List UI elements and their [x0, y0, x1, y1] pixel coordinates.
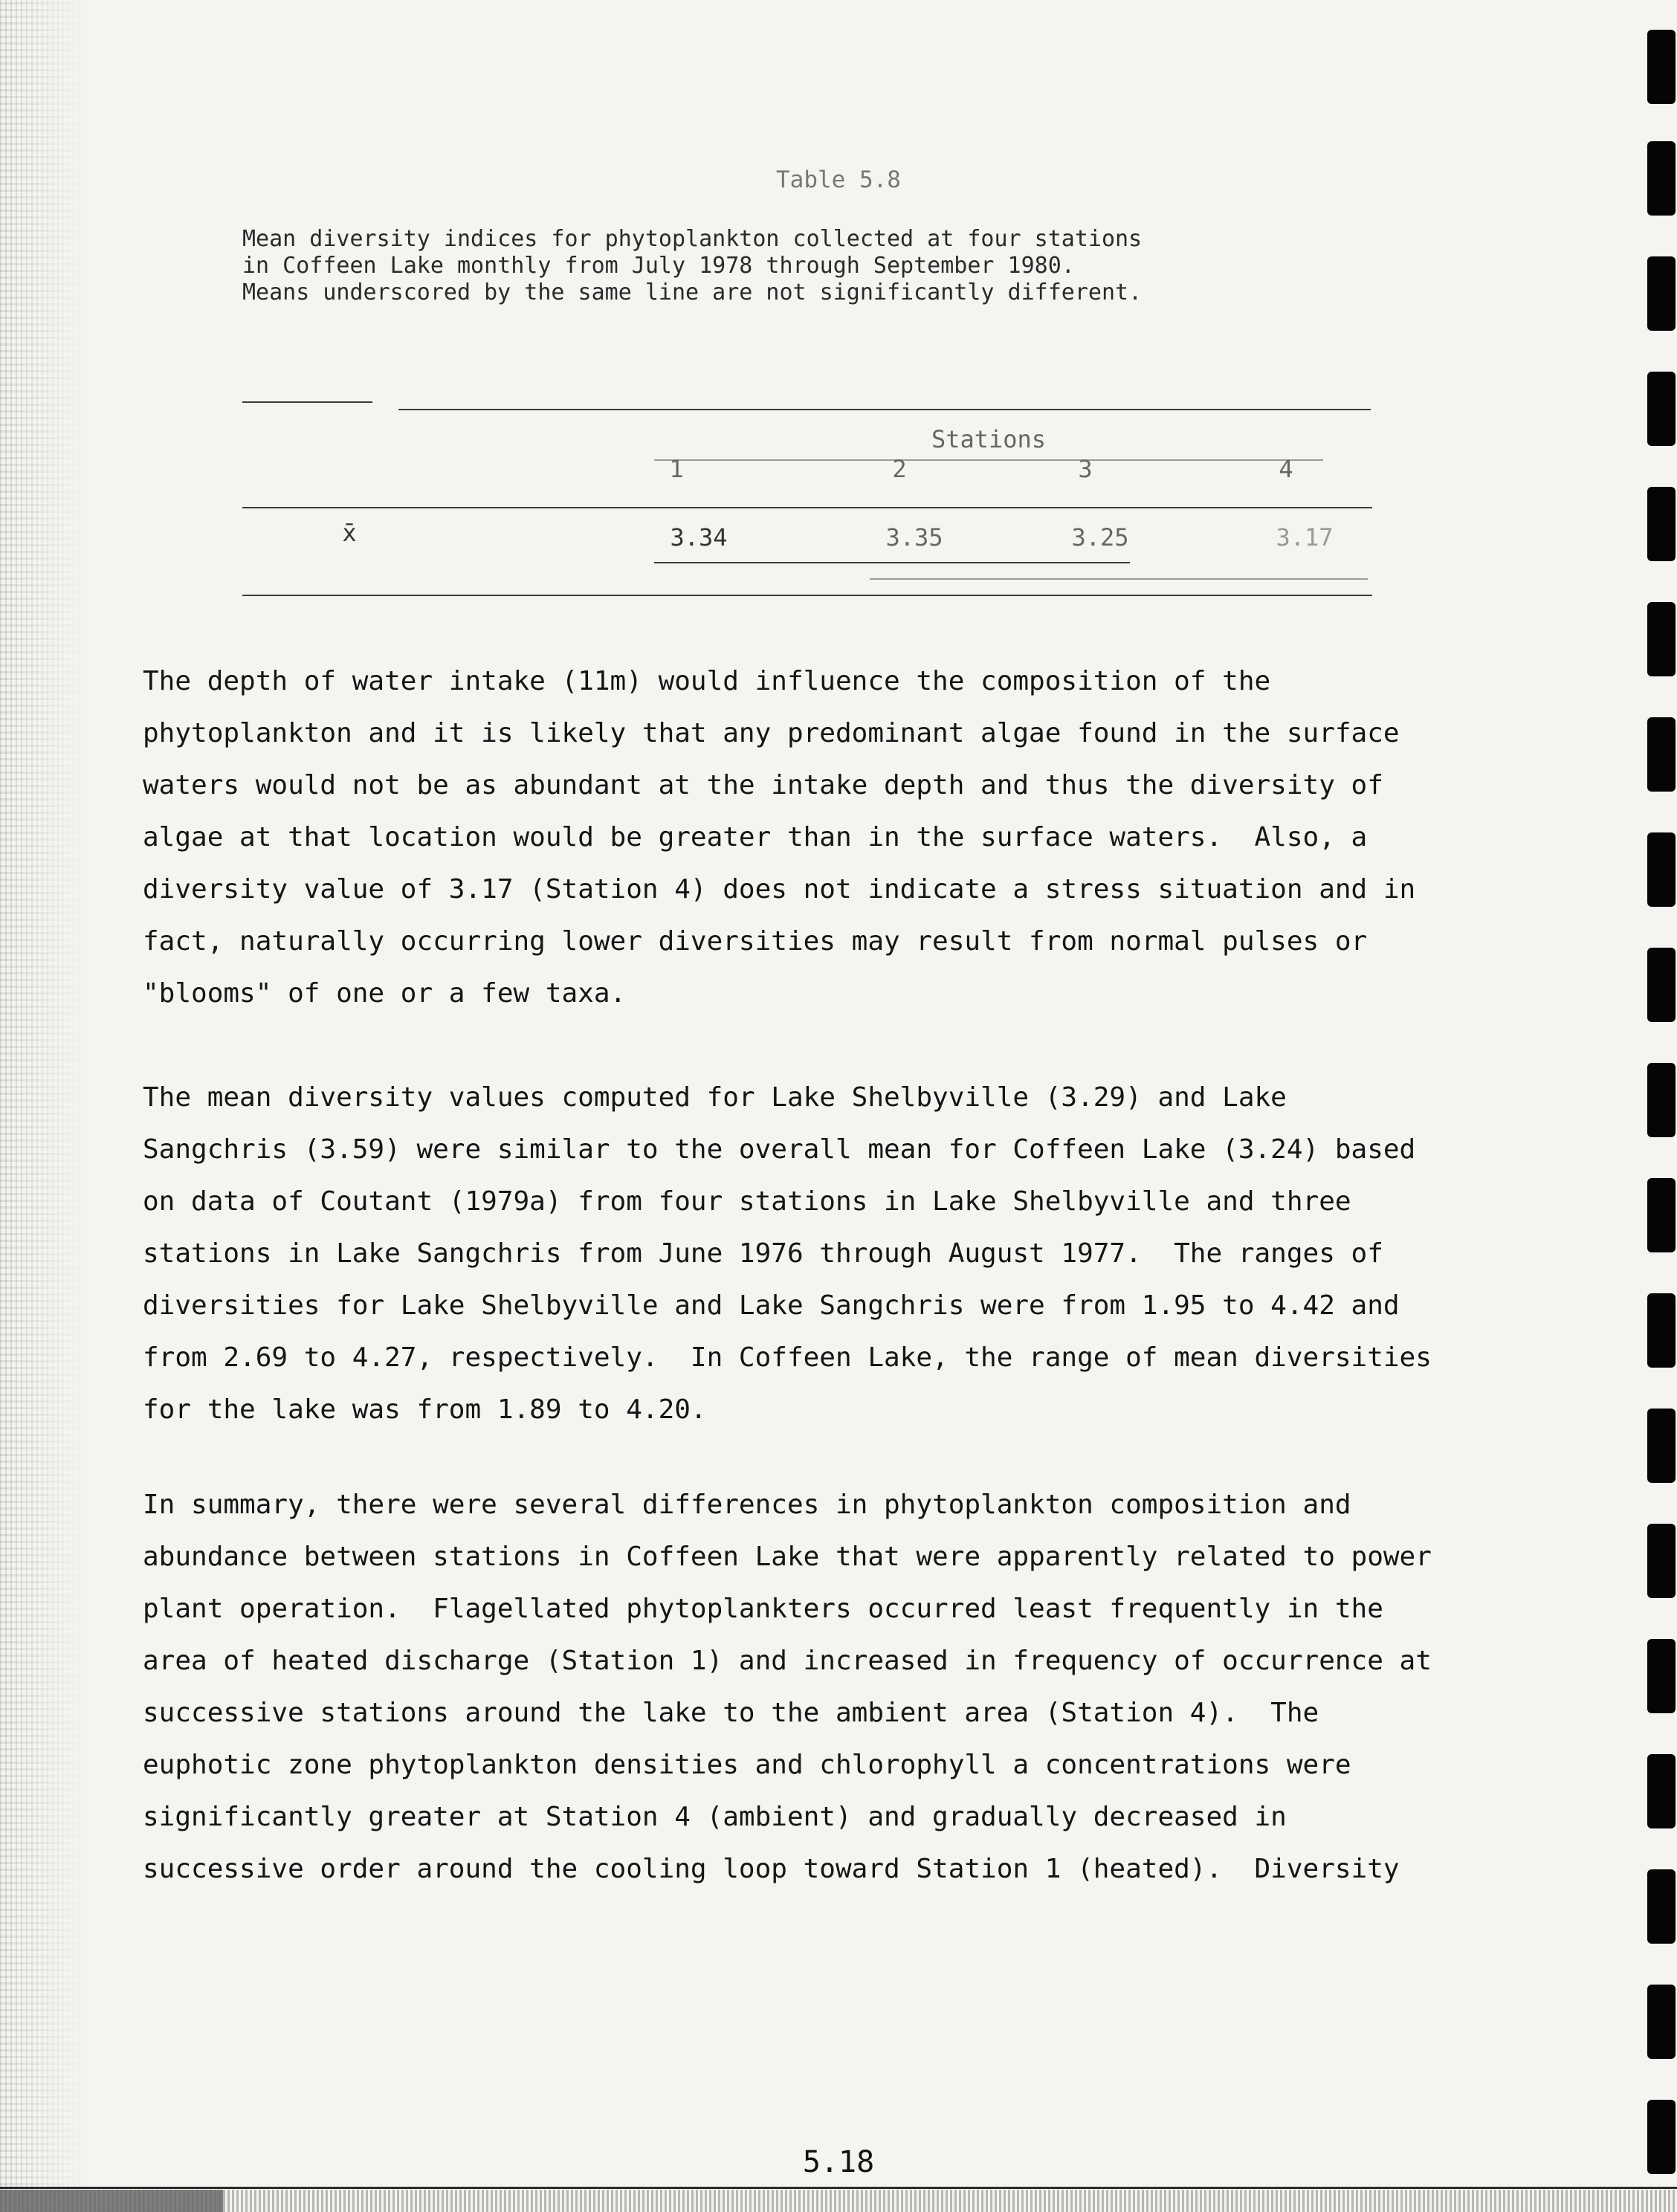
- station-number: 2: [892, 455, 907, 483]
- text-line: plant operation. Flagellated phytoplankters occurred least frequently in the: [143, 1594, 1383, 1624]
- mean-value-station-1: 3.34: [670, 523, 728, 552]
- paragraph-summary: [143, 1479, 1540, 1895]
- text-line: algae at that location would be greater than in the surface waters. Also, a: [143, 822, 1368, 853]
- punch-mark: [1647, 487, 1676, 561]
- text-line: on data of Coutant (1979a) from four stations in Lake Shelbyville and three: [143, 1186, 1351, 1217]
- scan-speckle-left: [0, 0, 89, 2212]
- table-header-rule: [242, 507, 1372, 508]
- stations-header-rule: [654, 459, 1323, 461]
- punch-mark: [1647, 1293, 1676, 1368]
- scan-speckle-bottom: [0, 2190, 1677, 2212]
- text-line: "blooms" of one or a few taxa.: [143, 978, 627, 1009]
- text-line: from 2.69 to 4.27, respectively. In Coffeen Lake, the range of mean diversities: [143, 1342, 1432, 1373]
- station-number: 1: [669, 455, 684, 483]
- punch-mark: [1647, 1869, 1676, 1944]
- punch-mark: [1647, 1178, 1676, 1252]
- table-title: Table 5.8: [776, 166, 901, 193]
- punch-mark: [1647, 717, 1676, 792]
- punch-mark: [1647, 256, 1676, 331]
- scan-band: [0, 2190, 223, 2212]
- table-top-rule: [398, 409, 1371, 410]
- underscore-line: [654, 562, 1130, 563]
- text-line: euphotic zone phytoplankton densities and chlorophyll a concentrations were: [143, 1750, 1351, 1780]
- text-line: significantly greater at Station 4 (ambient) and gradually decreased in: [143, 1802, 1287, 1832]
- caption-line: Means underscored by the same line are not significantly different.: [242, 279, 1143, 305]
- text-line: fact, naturally occurring lower diversities may result from normal pulses or: [143, 926, 1368, 957]
- row-label-mean: x̄: [342, 519, 357, 547]
- underscore-line: [870, 578, 1368, 580]
- text-line: The depth of water intake (11m) would influence the composition of the: [143, 666, 1271, 696]
- punch-mark: [1647, 1063, 1676, 1137]
- table-top-rule: [242, 401, 372, 403]
- station-number: 3: [1078, 455, 1093, 483]
- text-line: In summary, there were several differences in phytoplankton composition and: [143, 1490, 1351, 1520]
- text-line: successive stations around the lake to the ambient area (Station 4). The: [143, 1698, 1319, 1728]
- text-line: area of heated discharge (Station 1) and increased in frequency of occurrence at: [143, 1646, 1432, 1676]
- punch-mark: [1647, 1754, 1676, 1828]
- punch-mark: [1647, 372, 1676, 446]
- mean-value-station-3: 3.25: [1071, 523, 1129, 552]
- punch-mark: [1647, 30, 1676, 104]
- paragraph-mean-diversity: [143, 1072, 1540, 1436]
- text-line: successive order around the cooling loop toward Station 1 (heated). Diversity: [143, 1854, 1400, 1884]
- text-line: diversities for Lake Shelbyville and Lake Sangchris were from 1.95 to 4.42 and: [143, 1290, 1400, 1321]
- text-line: The mean diversity values computed for Lake Shelbyville (3.29) and Lake: [143, 1082, 1287, 1113]
- mean-value-station-2: 3.35: [885, 523, 943, 552]
- punch-mark: [1647, 832, 1676, 907]
- mean-value-station-4: 3.17: [1276, 523, 1334, 552]
- text-line: stations in Lake Sangchris from June 1976 through August 1977. The ranges of: [143, 1238, 1383, 1269]
- caption-line: in Coffeen Lake monthly from July 1978 through September 1980.: [242, 253, 1075, 279]
- stations-header: Stations: [931, 425, 1047, 453]
- punch-mark: [1647, 1639, 1676, 1713]
- page-bottom-edge: [0, 2187, 1677, 2189]
- punch-mark: [1647, 948, 1676, 1022]
- punch-mark: [1647, 1524, 1676, 1598]
- page-number: 5.18: [802, 2145, 875, 2179]
- paragraph-intake-depth: [143, 656, 1540, 1020]
- text-line: abundance between stations in Coffeen Lake that were apparently related to power: [143, 1542, 1432, 1572]
- text-line: phytoplankton and it is likely that any predominant algae found in the surface: [143, 718, 1400, 748]
- punch-mark: [1647, 1409, 1676, 1483]
- caption-line: Mean diversity indices for phytoplankton collected at four stations: [242, 226, 1143, 252]
- station-number: 4: [1279, 455, 1293, 483]
- text-line: for the lake was from 1.89 to 4.20.: [143, 1394, 707, 1425]
- table-caption: [242, 226, 1402, 306]
- punch-mark: [1647, 602, 1676, 676]
- table-bottom-rule: [242, 595, 1372, 596]
- text-line: waters would not be as abundant at the intake depth and thus the diversity of: [143, 770, 1383, 801]
- punch-mark: [1647, 1985, 1676, 2059]
- text-line: diversity value of 3.17 (Station 4) does not indicate a stress situation and in: [143, 874, 1416, 905]
- text-line: Sangchris (3.59) were similar to the overall mean for Coffeen Lake (3.24) based: [143, 1134, 1416, 1165]
